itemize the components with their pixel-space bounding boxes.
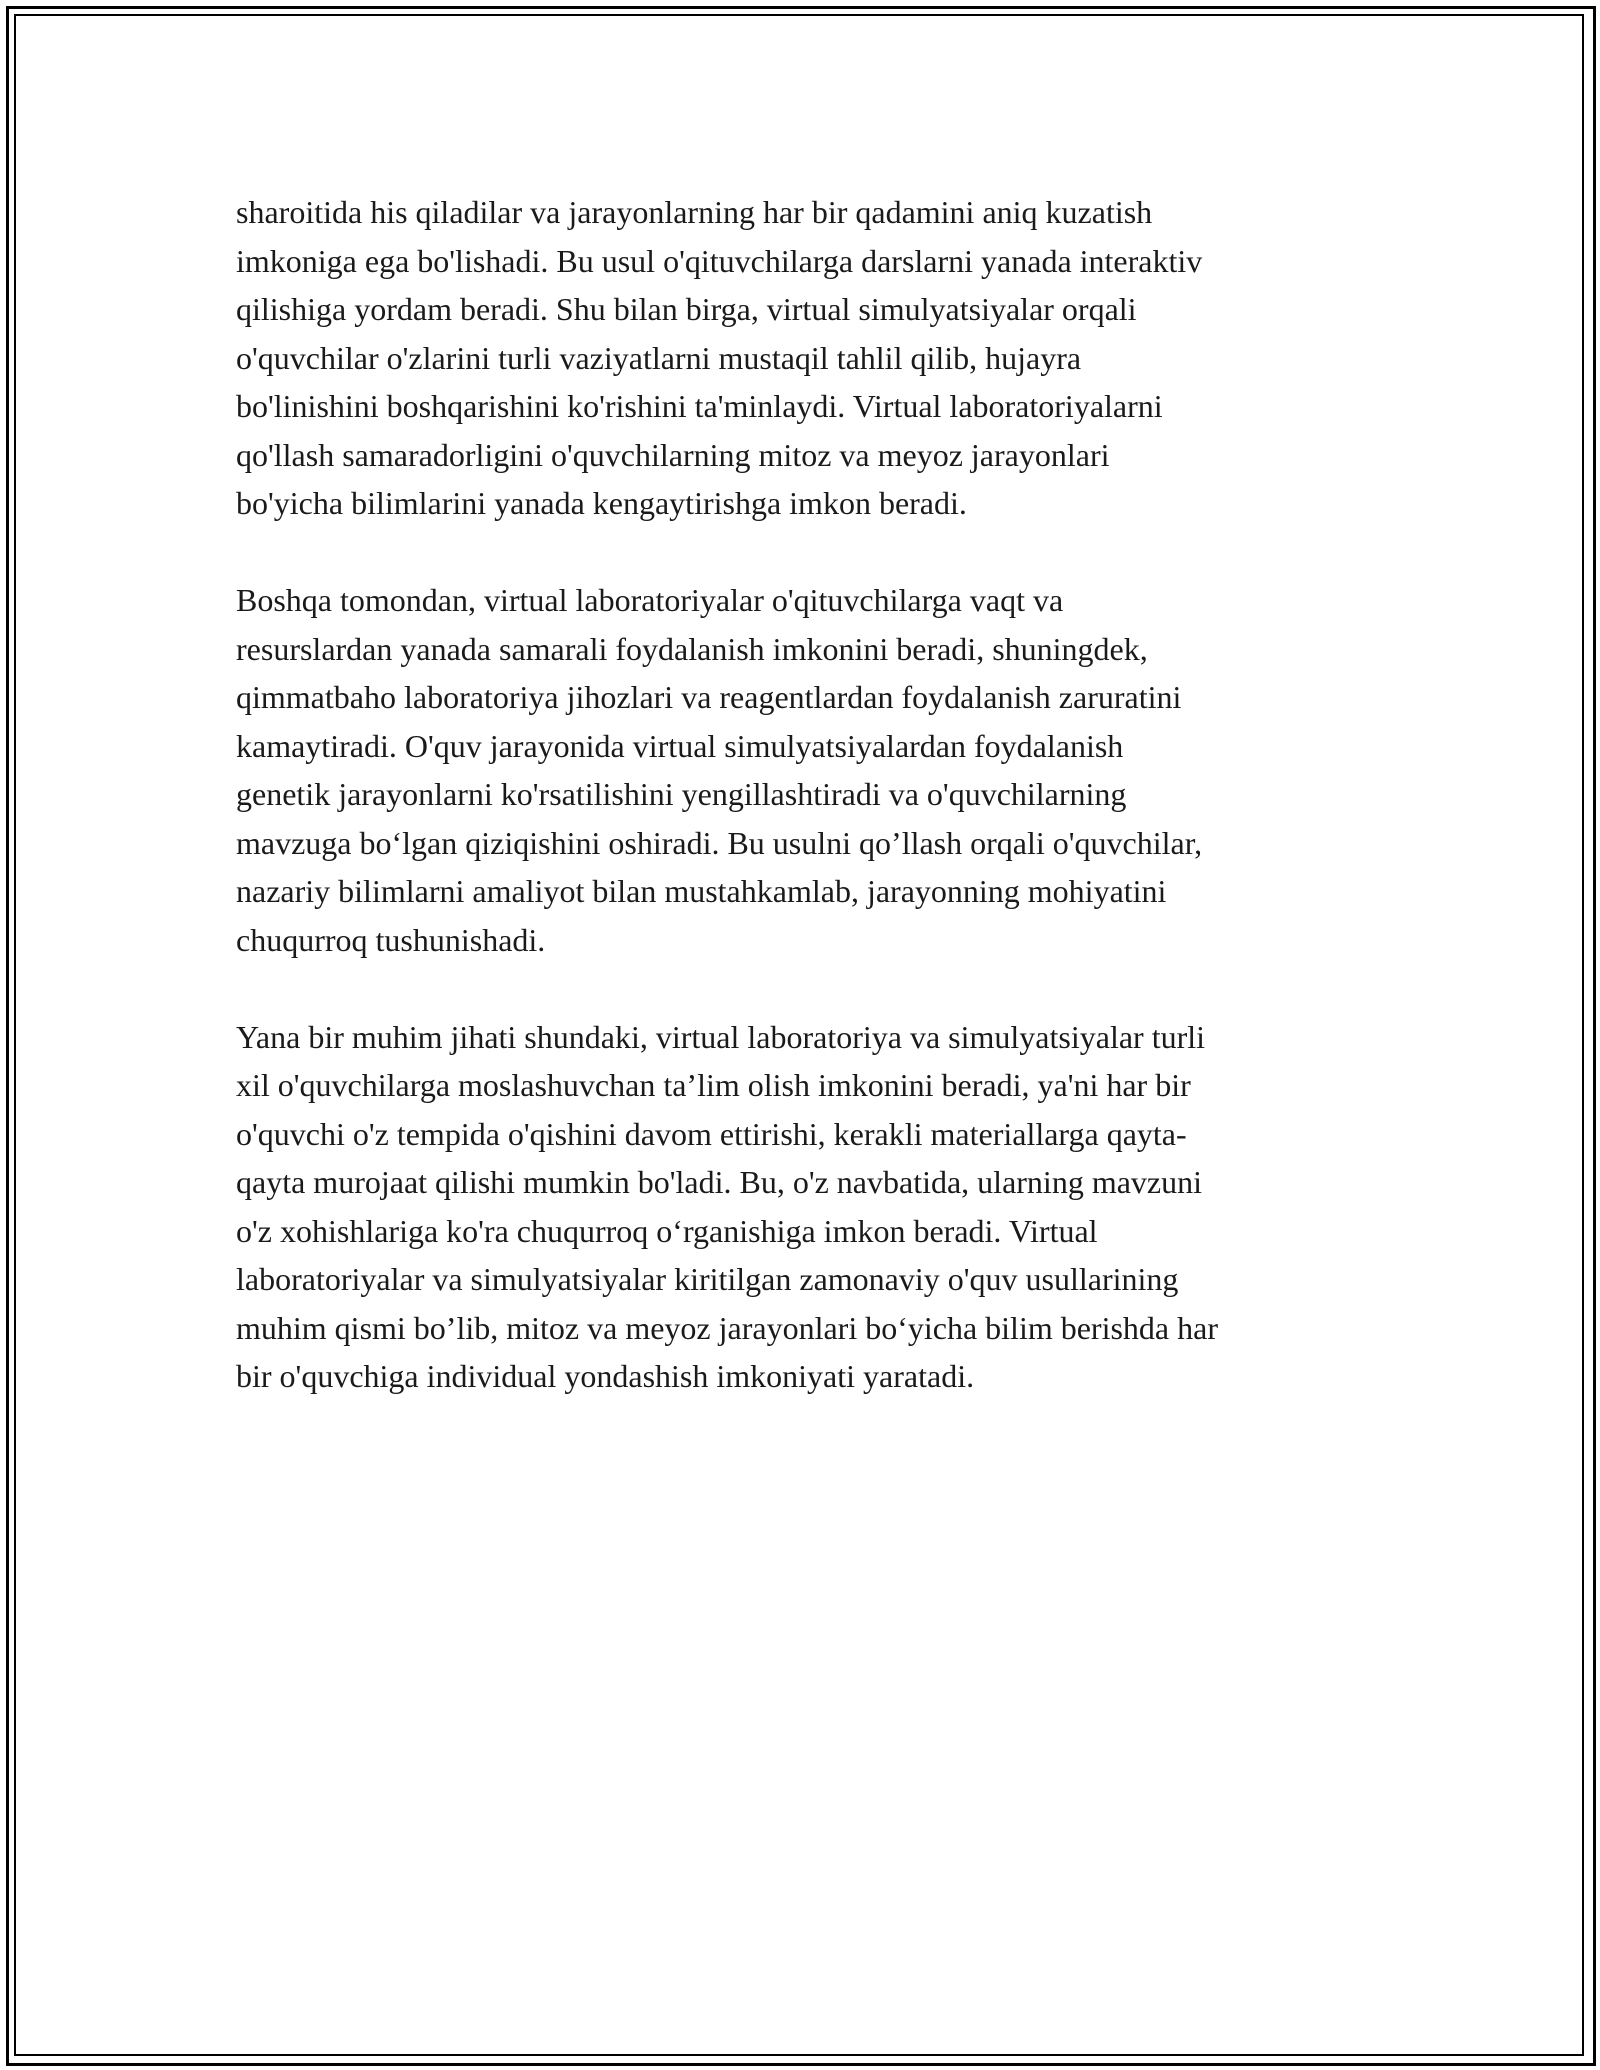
paragraph-1 bbox=[236, 188, 1378, 528]
text-line: resurslardan yanada samarali foydalanish imkonini beradi, shuningdek, bbox=[236, 630, 1148, 667]
text-line: imkoniga ega bo'lishadi. Bu usul o'qituvchilarga darslarni yanada interaktiv bbox=[236, 242, 1203, 279]
text-line: qo'llash samaradorligini o'quvchilarning mitoz va meyoz jarayonlari bbox=[236, 436, 1110, 473]
text-line: chuqurroq tushunishadi. bbox=[236, 921, 546, 958]
text-line: o'quvchi o'z tempida o'qishini davom ettirishi, kerakli materiallarga qayta- bbox=[236, 1115, 1187, 1152]
text-line: qimmatbaho laboratoriya jihozlari va reagentlardan foydalanish zaruratini bbox=[236, 679, 1182, 715]
text-line: o'z xohishlariga ko'ra chuqurroq o‘rganishiga imkon beradi. Virtual bbox=[236, 1212, 1098, 1249]
text-line: sharoitida his qiladilar va jarayonlarning har bir qadamini aniq kuzatish bbox=[236, 194, 1153, 230]
text-line: Yana bir muhim jihati shundaki, virtual laboratoriya va simulyatsiyalar turli bbox=[236, 1018, 1206, 1055]
text-line: qilishiga yordam beradi. Shu bilan birga, virtual simulyatsiyalar orqali bbox=[236, 291, 1137, 327]
text-line: Boshqa tomondan, virtual laboratoriyalar o'qituvchilarga vaqt va bbox=[236, 582, 1064, 618]
paragraph-2 bbox=[236, 576, 1378, 964]
document-body bbox=[236, 188, 1378, 1449]
paragraph-3 bbox=[236, 1013, 1378, 1401]
text-line: muhim qismi bo’lib, mitoz va meyoz jarayonlari bo‘yicha bilim berishda har bbox=[236, 1309, 1218, 1346]
text-line: kamaytiradi. O'quv jarayonida virtual simulyatsiyalardan foydalanish bbox=[236, 727, 1124, 764]
text-line: nazariy bilimlarni amaliyot bilan mustahkamlab, jarayonning mohiyatini bbox=[236, 873, 1167, 909]
text-line: mavzuga bo‘lgan qiziqishini oshiradi. Bu usulni qo’llash orqali o'quvchilar, bbox=[236, 824, 1203, 861]
text-line: genetik jarayonlarni ko'rsatilishini yengillashtiradi va o'quvchilarning bbox=[236, 776, 1127, 812]
text-line: o'quvchilar o'zlarini turli vaziyatlarni mustaqil tahlil qilib, hujayra bbox=[236, 339, 1082, 376]
text-line: bir o'quvchiga individual yondashish imkoniyati yaratadi. bbox=[236, 1358, 975, 1394]
text-line: laboratoriyalar va simulyatsiyalar kiritilgan zamonaviy o'quv usullarining bbox=[236, 1261, 1179, 1297]
text-line: qayta murojaat qilishi mumkin bo'ladi. Bu, o'z navbatida, ularning mavzuni bbox=[236, 1164, 1202, 1200]
text-line: xil o'quvchilarga moslashuvchan ta’lim olish imkonini beradi, ya'ni har bir bbox=[236, 1067, 1191, 1103]
text-line: bo'yicha bilimlarini yanada kengaytirishga imkon beradi. bbox=[236, 485, 967, 521]
text-line: bo'linishini boshqarishini ko'rishini ta'minlaydi. Virtual laboratoriyalarni bbox=[236, 388, 1163, 424]
